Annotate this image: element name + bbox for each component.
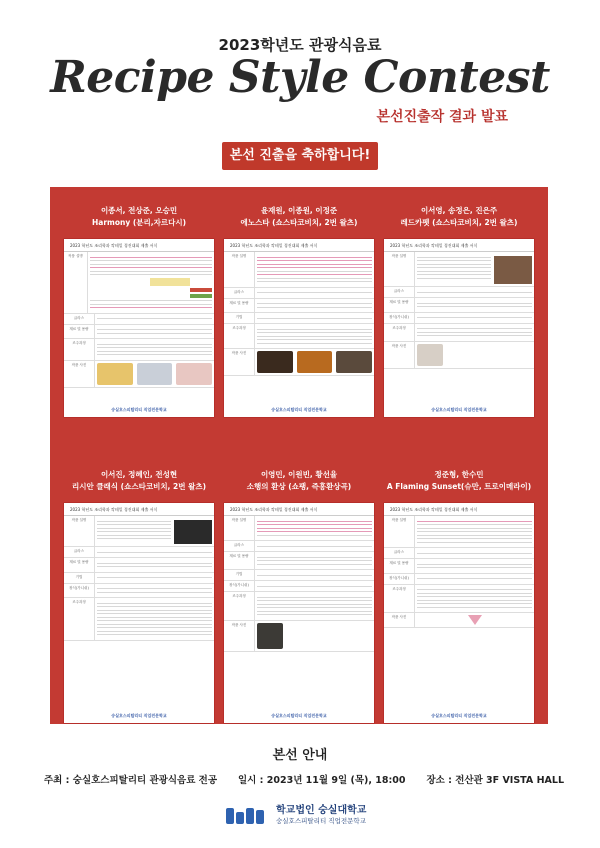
doc-row [224,349,374,376]
doc-header: 2023 학년도 조리학과 칵테일 경진대회 제출 서식 [224,503,374,516]
doc-row [64,573,214,584]
doc-label: 작품 사진 [384,342,415,368]
doc-label: 장식(가니쉬) [384,313,415,323]
entry-names: 이영민, 이원빈, 황선율 [260,470,338,479]
doc-label: 작품 사진 [384,613,415,627]
entry-card [224,205,374,417]
doc-label: 조주과정 [384,585,415,613]
photo-strip [415,613,534,627]
cocktail-photo [257,351,293,373]
entry-document [384,503,534,723]
doc-row [384,287,534,298]
event-place: 장소 : 전산관 3F VISTA HALL [426,775,564,786]
cocktail-photo [137,363,173,385]
congrats-banner: 본선 진출을 축하합니다! [222,142,378,170]
event-date: 일시 : 2023년 11월 9일 (목), 18:00 [237,775,406,786]
doc-row [224,570,374,581]
entry-document [224,239,374,417]
doc-label: 작품 사진 [64,361,95,387]
doc-label: 재료 및 용량 [64,325,95,339]
doc-row [64,598,214,641]
doc-footer-logo: 숭실호스피탈리티 직업전문학교 [271,407,327,412]
concept-image [494,256,532,284]
school-name-block [276,805,366,827]
entries-panel [50,187,548,724]
entry-heading [64,469,214,493]
doc-row [224,313,374,324]
doc-label: 글라스 [384,287,415,297]
doc-header: 2023 학년도 조리학과 칵테일 경진대회 제출 서식 [64,503,214,516]
doc-row [64,361,214,388]
doc-label: 재료 및 용량 [384,559,415,573]
doc-header: 2023 학년도 조리학과 칵테일 경진대회 제출 서식 [64,239,214,252]
entry-heading [224,205,374,229]
doc-value [88,252,214,313]
doc-row [64,252,214,314]
doc-label: 장식(가니쉬) [224,581,255,591]
doc-row [224,516,374,541]
school-subname: 숭실호스피탈리티 직업전문학교 [276,817,366,825]
doc-footer-logo: 숭실호스피탈리티 직업전문학교 [431,713,487,718]
entry-title: 소행의 환상 (쇼팽, 즉흥환상곡) [246,482,352,491]
entry-title: 리시안 클래식 (쇼스타코비치, 2번 왈츠) [71,482,207,491]
doc-label: 작품 설명 [64,516,95,546]
doc-footer-logo: 숭실호스피탈리티 직업전문학교 [111,713,167,718]
cocktail-photo [417,344,443,366]
entry-title: 레드카펫 (쇼스타코비치, 2번 왈츠) [400,218,518,227]
doc-header: 2023 학년도 조리학과 칵테일 경진대회 제출 서식 [384,503,534,516]
photo-strip [95,361,214,387]
doc-label: 재료 및 용량 [224,552,255,569]
entry-heading [384,205,534,229]
event-info [44,772,564,786]
doc-row [384,585,534,614]
doc-row [384,252,534,287]
doc-label: 장식(가니쉬) [64,584,95,598]
entry-card [64,205,214,417]
doc-label: 조주과정 [384,324,415,341]
concept-image [174,520,212,544]
entry-document [64,503,214,723]
school-name: 학교법인 숭실대학교 [276,805,367,816]
doc-row [224,541,374,552]
entry-title: 에노스타 (쇼스타코비치, 2번 왈츠) [240,218,358,227]
doc-row [384,548,534,559]
doc-label: 조주과정 [64,598,95,640]
doc-row [64,584,214,599]
doc-row [64,516,214,547]
cocktail-photo [176,363,212,385]
doc-row [224,252,374,288]
cocktail-glass-icon [468,615,482,625]
doc-label: 재료 및 용량 [384,298,415,312]
doc-row [64,547,214,558]
entry-card [384,469,534,723]
doc-row [384,342,534,369]
doc-row [384,516,534,548]
doc-row [224,592,374,621]
doc-label: 재료 및 용량 [64,558,95,572]
doc-label: 조주과정 [64,339,95,360]
doc-label: 글라스 [384,548,415,558]
sub-title: 본선진출작 결과 발표 [376,109,508,125]
entry-document [224,503,374,723]
doc-label: 기법 [224,570,255,580]
doc-label: 작품 설명 [224,516,255,540]
doc-label: 작품 설명 [384,516,415,547]
doc-footer-logo: 숭실호스피탈리티 직업전문학교 [111,407,167,412]
doc-row [384,613,534,628]
doc-row [384,574,534,585]
entry-names: 이서영, 송정은, 진은주 [420,206,498,215]
doc-row [384,324,534,342]
school-logo-icon [226,806,270,826]
doc-label: 조주과정 [224,592,255,620]
doc-row [224,324,374,349]
doc-label: 글라스 [224,541,255,551]
top-title: 2023학년도 관광식음료 [218,36,382,54]
doc-label: 글라스 [224,288,255,298]
doc-row [224,552,374,570]
cocktail-photo [97,363,133,385]
info-title: 본선 안내 [272,748,328,763]
cocktail-photo [297,351,333,373]
doc-label: 작품 사진 [224,621,255,651]
doc-label: 작품 사진 [224,349,255,375]
doc-row [64,325,214,340]
entry-heading [224,469,374,493]
entry-names: 정준형, 한수민 [434,470,484,479]
doc-footer-logo: 숭실호스피탈리티 직업전문학교 [271,713,327,718]
entry-heading [64,205,214,229]
photo-strip [415,342,534,368]
doc-row [64,314,214,325]
entry-names: 윤재원, 이종원, 이정준 [260,206,338,215]
entry-card [224,469,374,723]
doc-row [224,288,374,299]
entry-card [384,205,534,417]
doc-row [384,559,534,574]
doc-label: 기법 [64,573,95,583]
doc-row [64,558,214,573]
entry-heading [384,469,534,493]
photo-strip [255,349,374,375]
doc-label: 조주과정 [224,324,255,348]
entry-names: 이서진, 정혜인, 전성현 [100,470,178,479]
doc-header: 2023 학년도 조리학과 칵테일 경진대회 제출 서식 [384,239,534,252]
entry-document [384,239,534,417]
doc-label: 장식(가니쉬) [384,574,415,584]
entry-card [64,469,214,723]
entry-names: 이종서, 전상준, 오승민 [100,206,178,215]
doc-header: 2023 학년도 조리학과 칵테일 경진대회 제출 서식 [224,239,374,252]
doc-row [224,299,374,314]
doc-row [224,581,374,592]
entry-document [64,239,214,417]
main-title: Recipe Style Contest [50,52,550,103]
doc-label: 글라스 [64,547,95,557]
entry-title: A Flaming Sunset(슈만, 트로이메라이) [386,482,532,491]
doc-label: 기법 [224,313,255,323]
entry-title: Harmony (분리,자르다시) [91,218,187,227]
doc-label: 작품 설명 [384,252,415,286]
doc-row [384,298,534,313]
doc-row [384,313,534,324]
doc-row [224,621,374,652]
doc-label: 작품 설명 [224,252,255,287]
photo-strip [255,621,374,651]
event-host: 주최 : 숭실호스피탈리티 관광식음료 전공 [44,775,218,786]
doc-label: 재료 및 용량 [224,299,255,313]
doc-row [64,339,214,361]
cocktail-photo [336,351,372,373]
doc-footer-logo: 숭실호스피탈리티 직업전문학교 [431,407,487,412]
cocktail-photo [257,623,283,649]
school-footer [226,805,366,827]
doc-label: 글라스 [64,314,95,324]
doc-label: 작품 설명 [64,252,88,313]
